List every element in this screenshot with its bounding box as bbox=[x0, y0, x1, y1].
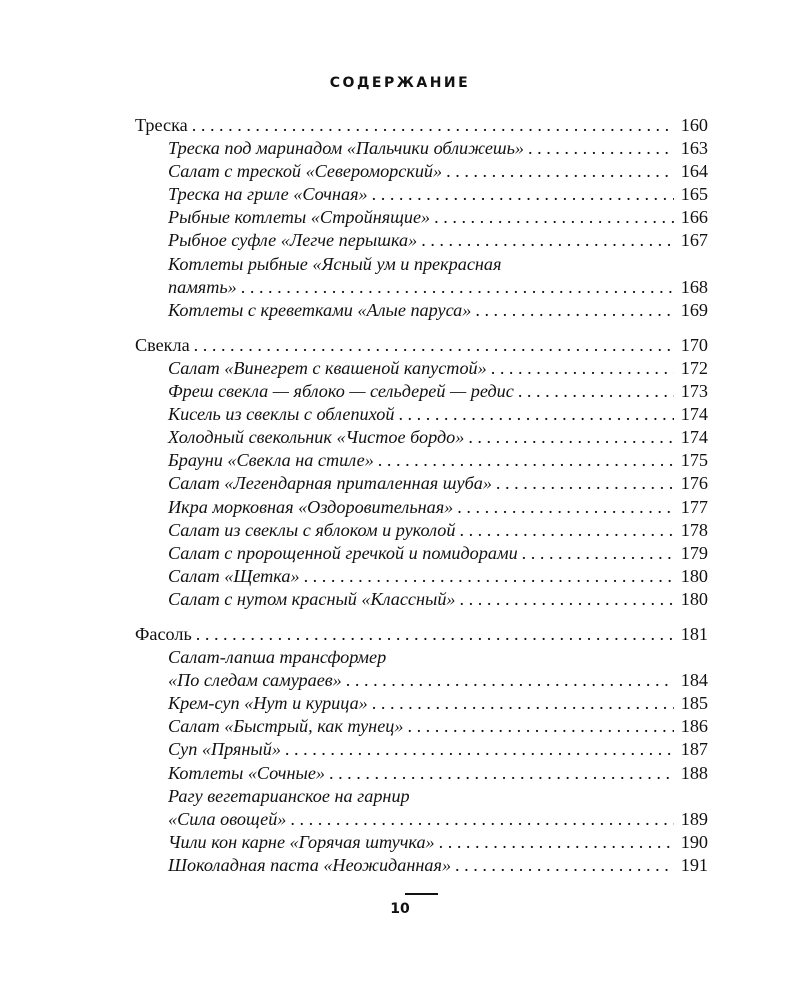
recipe-title: Суп «Пряный» bbox=[168, 739, 281, 760]
dot-leader bbox=[434, 206, 674, 229]
toc-chapter-entry bbox=[135, 114, 708, 137]
recipe-title: Котлеты «Сочные» bbox=[168, 762, 325, 783]
toc-recipe-entry bbox=[135, 669, 708, 692]
chapter-title: Треска bbox=[135, 115, 188, 135]
recipe-page: 188 bbox=[680, 762, 708, 783]
dot-leader bbox=[304, 565, 674, 588]
toc-recipe-entry bbox=[135, 854, 708, 877]
recipe-title: Салат «Винегрет с квашеной капустой» bbox=[168, 357, 487, 378]
toc-recipe-entry bbox=[135, 785, 708, 808]
chapter-title: Фасоль bbox=[135, 623, 192, 644]
recipe-page: 185 bbox=[680, 693, 708, 714]
toc-recipe-entry bbox=[135, 738, 708, 761]
dot-leader bbox=[241, 276, 674, 299]
recipe-page: 178 bbox=[680, 519, 708, 540]
recipe-title: Шоколадная паста «Неожиданная» bbox=[168, 854, 452, 875]
toc-recipe-entry bbox=[135, 357, 708, 380]
recipe-page: 191 bbox=[680, 854, 708, 875]
recipe-title: Брауни «Свекла на стиле» bbox=[168, 450, 374, 471]
toc-recipe-entry bbox=[135, 137, 708, 160]
recipe-title: Треска под маринадом «Пальчики оближешь» bbox=[168, 138, 524, 159]
recipe-page: 169 bbox=[680, 299, 708, 320]
dot-leader bbox=[496, 472, 674, 495]
dot-leader bbox=[457, 496, 674, 519]
toc-recipe-entry bbox=[135, 472, 708, 495]
dot-leader bbox=[196, 623, 674, 646]
dot-leader bbox=[407, 715, 674, 738]
recipe-page: 177 bbox=[680, 496, 708, 517]
toc-section bbox=[135, 334, 708, 611]
recipe-page: 166 bbox=[680, 207, 708, 228]
recipe-page: 180 bbox=[680, 565, 708, 586]
recipe-page: 186 bbox=[680, 716, 708, 737]
dot-leader bbox=[439, 831, 674, 854]
recipe-title: Икра морковная «Оздоровительная» bbox=[168, 496, 454, 517]
recipe-title: Чили кон карне «Горячая штучка» bbox=[168, 831, 435, 852]
toc-recipe-entry bbox=[135, 229, 708, 252]
recipe-title: Рыбные котлеты «Стройнящие» bbox=[168, 207, 431, 228]
recipe-title: Фреш свекла — яблоко — сельдерей — редис bbox=[168, 381, 514, 402]
dot-leader bbox=[372, 692, 674, 715]
recipe-page: 187 bbox=[680, 739, 708, 760]
dot-leader bbox=[491, 357, 674, 380]
toc-recipe-entry bbox=[135, 808, 708, 831]
recipe-page: 175 bbox=[680, 450, 708, 471]
recipe-title: Треска на гриле «Сочная» bbox=[168, 184, 368, 205]
dot-leader bbox=[455, 854, 674, 877]
footer-rule bbox=[405, 893, 438, 895]
table-of-contents bbox=[135, 114, 708, 889]
toc-recipe-entry bbox=[135, 426, 708, 449]
toc-recipe-entry bbox=[135, 380, 708, 403]
toc-recipe-entry bbox=[135, 403, 708, 426]
toc-section bbox=[135, 623, 708, 877]
recipe-page: 179 bbox=[680, 542, 708, 563]
dot-leader bbox=[475, 299, 674, 322]
toc-recipe-entry bbox=[135, 206, 708, 229]
recipe-page: 174 bbox=[680, 404, 708, 425]
dot-leader bbox=[522, 542, 674, 565]
dot-leader bbox=[378, 449, 674, 472]
recipe-title: Рагу вегетарианское на гарнир bbox=[168, 785, 410, 806]
recipe-title: Салат с треской «Североморский» bbox=[168, 161, 443, 182]
toc-recipe-entry bbox=[135, 762, 708, 785]
recipe-page: 189 bbox=[680, 808, 708, 829]
toc-recipe-entry bbox=[135, 519, 708, 542]
toc-recipe-entry bbox=[135, 646, 708, 669]
toc-recipe-entry bbox=[135, 588, 708, 611]
recipe-title: Салат «Щетка» bbox=[168, 565, 300, 586]
recipe-title: Рыбное суфле «Легче перышка» bbox=[168, 230, 418, 251]
toc-section bbox=[135, 114, 708, 322]
recipe-title: Салат из свеклы с яблоком и руколой bbox=[168, 519, 456, 540]
chapter-page: 160 bbox=[680, 115, 708, 135]
recipe-title: «По следам самураев» bbox=[168, 670, 342, 691]
recipe-page: 168 bbox=[680, 276, 708, 297]
page-number: 10 bbox=[390, 901, 410, 917]
toc-recipe-entry bbox=[135, 183, 708, 206]
dot-leader bbox=[346, 669, 674, 692]
toc-recipe-entry bbox=[135, 449, 708, 472]
chapter-title: Свекла bbox=[135, 334, 190, 355]
toc-chapter-entry bbox=[135, 623, 708, 646]
toc-recipe-entry bbox=[135, 496, 708, 519]
dot-leader bbox=[285, 738, 674, 761]
dot-leader bbox=[290, 808, 674, 831]
recipe-title: Салат-лапша трансформер bbox=[168, 647, 387, 668]
recipe-page: 165 bbox=[680, 184, 708, 205]
toc-recipe-entry bbox=[135, 565, 708, 588]
dot-leader bbox=[468, 426, 674, 449]
recipe-title: Салат «Легендарная приталенная шуба» bbox=[168, 473, 492, 494]
dot-leader bbox=[194, 334, 674, 357]
toc-recipe-entry bbox=[135, 253, 708, 276]
recipe-page: 163 bbox=[680, 138, 708, 159]
toc-chapter-entry bbox=[135, 334, 708, 357]
recipe-page: 164 bbox=[680, 161, 708, 182]
recipe-title: «Сила овощей» bbox=[168, 808, 287, 829]
recipe-title: Кисель из свеклы с облепихой bbox=[168, 404, 395, 425]
page-title: СОДЕРЖАНИЕ bbox=[329, 75, 471, 91]
toc-recipe-entry bbox=[135, 831, 708, 854]
recipe-page: 173 bbox=[680, 381, 708, 402]
dot-leader bbox=[192, 114, 674, 137]
dot-leader bbox=[398, 403, 674, 426]
recipe-title: Котлеты с креветками «Алые паруса» bbox=[168, 299, 472, 320]
toc-recipe-entry bbox=[135, 276, 708, 299]
dot-leader bbox=[528, 137, 674, 160]
chapter-page: 181 bbox=[680, 623, 708, 644]
dot-leader bbox=[329, 762, 674, 785]
dot-leader bbox=[518, 380, 674, 403]
toc-recipe-entry bbox=[135, 715, 708, 738]
dot-leader bbox=[446, 160, 674, 183]
recipe-title: память» bbox=[168, 276, 237, 297]
toc-recipe-entry bbox=[135, 299, 708, 322]
chapter-page: 170 bbox=[680, 334, 708, 355]
dot-leader bbox=[460, 588, 674, 611]
toc-recipe-entry bbox=[135, 692, 708, 715]
dot-leader bbox=[421, 229, 674, 252]
dot-leader bbox=[459, 519, 674, 542]
toc-recipe-entry bbox=[135, 160, 708, 183]
dot-leader bbox=[372, 183, 674, 206]
recipe-title: Котлеты рыбные «Ясный ум и прекрасная bbox=[168, 253, 502, 274]
recipe-page: 176 bbox=[680, 473, 708, 494]
recipe-title: Крем-суп «Нут и курица» bbox=[168, 693, 368, 714]
recipe-title: Салат с пророщенной гречкой и помидорами bbox=[168, 542, 518, 563]
recipe-title: Салат «Быстрый, как тунец» bbox=[168, 716, 404, 737]
recipe-page: 174 bbox=[680, 427, 708, 448]
recipe-page: 172 bbox=[680, 357, 708, 378]
recipe-page: 190 bbox=[680, 831, 708, 852]
recipe-title: Холодный свекольник «Чистое бордо» bbox=[168, 427, 465, 448]
toc-recipe-entry bbox=[135, 542, 708, 565]
recipe-page: 180 bbox=[680, 588, 708, 609]
recipe-title: Салат с нутом красный «Классный» bbox=[168, 588, 456, 609]
recipe-page: 184 bbox=[680, 670, 708, 691]
recipe-page: 167 bbox=[680, 230, 708, 251]
